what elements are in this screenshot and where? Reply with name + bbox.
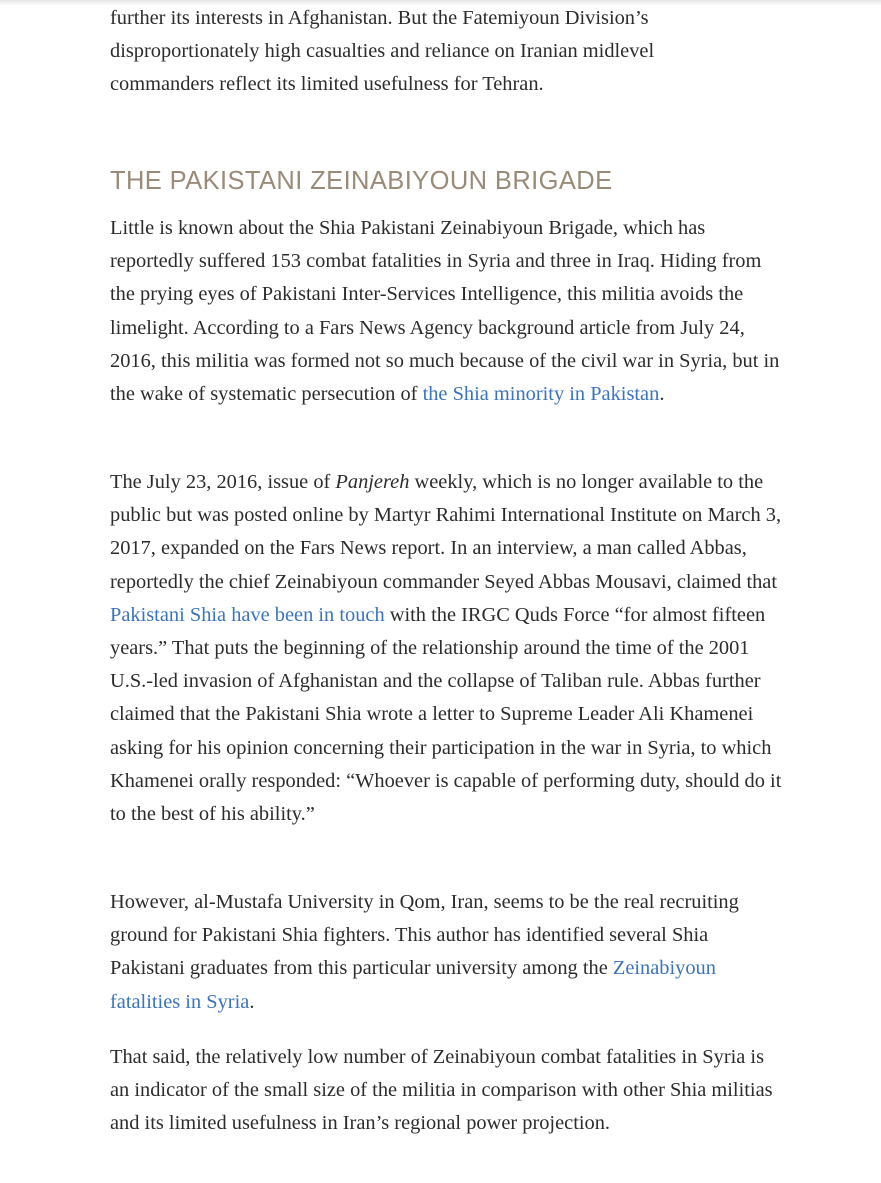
p4-text: That said, the relatively low number of Zeinabiyoun combat fatalities in Syria is an indicator of the small size of the militia in comparison with other Shia militias and its limited usefulness in Iran’s regional power projection. [110, 1046, 773, 1135]
p3-text: However, al-Mustafa University in Qom, Iran, seems to be the real recruiting ground for Pakistani Shia fighters. This author has identified several Shia Pakistani graduates from this particular university among the [110, 891, 739, 980]
p1-text-end: . [659, 383, 665, 406]
link-pakistani-shia-in-touch[interactable]: Pakistani Shia have been in touch [110, 603, 385, 626]
p3-text-end: . [249, 990, 255, 1013]
paragraph-panjereh-report [110, 466, 782, 831]
p2-text: weekly, which is no longer available to the public but was posted online by Martyr Rahimi International Institute on March 3, 2017, expanded on the Fars News report. In an interview, a man called Abbas, reportedly the chief Zeinabiyoun commander Seyed Abbas Mousavi, claimed that [110, 471, 782, 593]
p1-text: Little is known about the Shia Pakistani Zeinabiyoun Brigade, which has reportedly suffered 153 combat fatalities in Syria and three in Iraq. Hiding from the prying eyes of Pakistani Inter-Services Intelligence, this militia avoids the limelight. According to a Fars News Agency background article from July 24, 2016, this militia was formed not so much because of the civil war in Syria, but in the wake of systematic persecution of [110, 217, 780, 406]
link-zeinabiyoun-fatalities[interactable]: Zeinabiyoun fatalities in Syria [110, 957, 716, 1013]
paragraph-al-mustafa-university [110, 886, 782, 1019]
intro-paragraph [110, 2, 730, 102]
intro-text: further its interests in Afghanistan. But the Fatemiyoun Division’s disproportionately high casualties and reliance on Iranian midlevel commanders reflect its limited usefulness for Tehran. [110, 7, 655, 96]
p2-text-start: The July 23, 2016, issue of [110, 471, 336, 493]
p2-text-end: with the IRGC Quds Force “for almost fifteen years.” That puts the beginning of the relationship around the time of the 2001 U.S.-led invasion of Afghanistan and the collapse of Taliban rule. Abbas further claimed that the Pakistani Shia wrote a letter to Supreme Leader Ali Khamenei asking for his opinion concerning their participation in the war in Syria, to which Khamenei orally responded: “Whoever is capable of performing duty, should do it to the best of his ability.” [110, 603, 782, 826]
panjereh-title: Panjereh [335, 471, 410, 493]
link-shia-minority-pakistan[interactable]: the Shia minority in Pakistan [422, 383, 660, 406]
paragraph-zeinabiyoun-origins [110, 212, 782, 411]
paragraph-conclusion [110, 1041, 782, 1141]
section-heading: THE PAKISTANI ZEINABIYOUN BRIGADE [110, 167, 613, 195]
